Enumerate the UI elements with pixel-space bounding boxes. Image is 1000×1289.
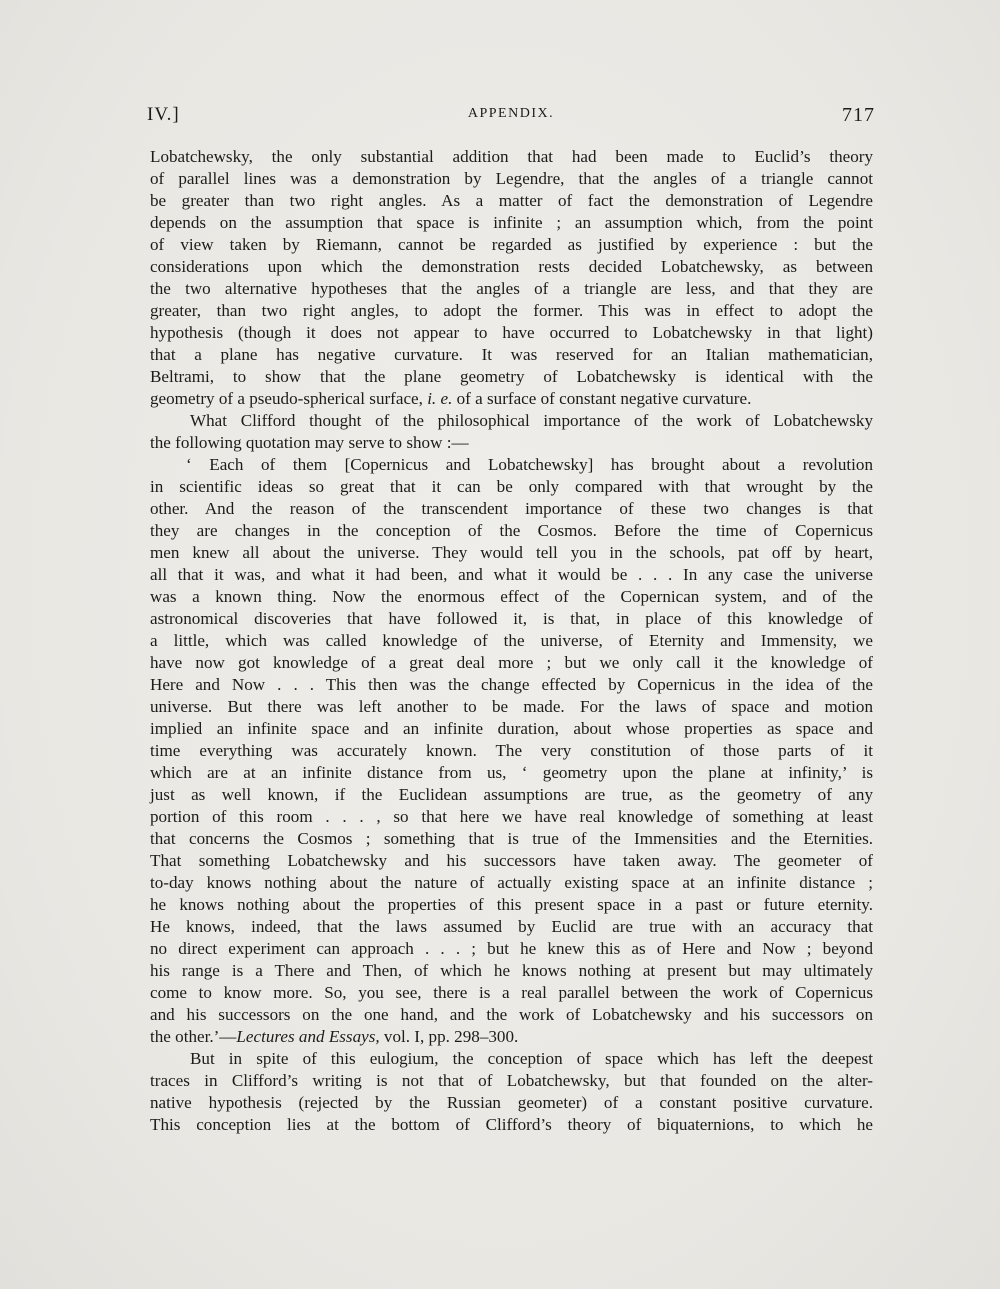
text-line: of view taken by Riemann, cannot be regarded as justified by experience : but the	[150, 235, 873, 254]
text-line: implied an infinite space and an infinite duration, about whose properties as space and	[150, 719, 873, 738]
text-line: that a plane has negative curvature. It was reserved for an Italian mathematician,	[150, 345, 873, 364]
text-segment: geometry of a pseudo-spherical surface,	[150, 389, 428, 408]
running-title: APPENDIX.	[467, 106, 555, 121]
text-line: have now got knowledge of a great deal more ; but we only call it the knowledge of	[150, 653, 873, 672]
text-line: This conception lies at the bottom of Clifford’s theory of biquaternions, to which he	[150, 1115, 873, 1134]
text-line: Lobatchewsky, the only substantial addition that had been made to Euclid’s theory	[150, 147, 873, 166]
italic-abbreviation: i. e.	[427, 389, 453, 408]
text-segment: vol. I, pp. 298–300.	[379, 1027, 519, 1046]
text-line: which are at an infinite distance from us, ‘ geometry upon the plane at infinity,’ is	[150, 763, 873, 782]
text-line: no direct experiment can approach . . . ; but he knew this as of Here and Now ; beyond	[150, 939, 873, 958]
text-line: that concerns the Cosmos ; something that is true of the Immensities and the Eternities.	[150, 829, 873, 848]
paragraph-start-line: What Clifford thought of the philosophical importance of the work of Lobatchewsky	[190, 411, 873, 430]
text-line: in scientific ideas so great that it can be only compared with that wrought by the	[150, 477, 873, 496]
text-line: come to know more. So, you see, there is a real parallel between the work of Copernicus	[150, 983, 873, 1002]
text-line: Beltrami, to show that the plane geometry of Lobatchewsky is identical with the	[150, 367, 873, 386]
text-line: considerations upon which the demonstration rests decided Lobatchewsky, as between	[150, 257, 873, 276]
text-line: all that it was, and what it had been, and what it would be . . . In any case the universe	[150, 565, 873, 584]
running-header	[147, 104, 875, 132]
text-line: native hypothesis (rejected by the Russian geometer) of a constant positive curvature.	[150, 1093, 873, 1112]
text-line: be greater than two right angles. As a matter of fact the demonstration of Legendre	[150, 191, 873, 210]
paragraph-start-line: But in spite of this eulogium, the conception of space which has left the deepest	[190, 1049, 873, 1068]
text-line: the following quotation may serve to show :—	[150, 433, 469, 452]
text-line: That something Lobatchewsky and his successors have taken away. The geometer of	[150, 851, 873, 870]
text-line: they are changes in the conception of the Cosmos. Before the time of Copernicus	[150, 521, 873, 540]
text-line: the two alternative hypotheses that the angles of a triangle are less, and that they are	[150, 279, 873, 298]
text-line: of parallel lines was a demonstration by Legendre, that the angles of a triangle cannot	[150, 169, 873, 188]
text-line: just as well known, if the Euclidean assumptions are true, as the geometry of any	[150, 785, 873, 804]
section-number: IV.]	[147, 104, 180, 125]
text-line: universe. But there was left another to be made. For the laws of space and motion	[150, 697, 873, 716]
text-line	[150, 389, 873, 409]
text-line: to-day knows nothing about the nature of actually existing space at an infinite distance ;	[150, 873, 873, 892]
text-line: time everything was accurately known. The very constitution of those parts of it	[150, 741, 873, 760]
text-line: his range is a There and Then, of which he knows nothing at present but may ultimately	[150, 961, 873, 980]
text-line: depends on the assumption that space is infinite ; an assumption which, from the point	[150, 213, 873, 232]
text-line: men knew all about the universe. They would tell you in the schools, pat off by heart,	[150, 543, 873, 562]
text-line: was a known thing. Now the enormous effect of the Copernican system, and of the	[150, 587, 873, 606]
quotation-start-line: ‘ Each of them [Copernicus and Lobatchewsky] has brought about a revolution	[186, 455, 873, 474]
text-line: portion of this room . . . , so that here we have real knowledge of something at least	[150, 807, 873, 826]
text-line: traces in Clifford’s writing is not that of Lobatchewsky, but that founded on the alter-	[150, 1071, 873, 1090]
text-line: and his successors on the one hand, and the work of Lobatchewsky and his successors on	[150, 1005, 873, 1024]
page-number: 717	[842, 104, 875, 126]
citation-line	[150, 1027, 873, 1047]
text-line: He knows, indeed, that the laws assumed by Euclid are true with an accuracy that	[150, 917, 873, 936]
text-line: astronomical discoveries that have followed it, is that, in place of this knowledge of	[150, 609, 873, 628]
text-line: greater, than two right angles, to adopt the former. This was in effect to adopt the	[150, 301, 873, 320]
text-segment: of a surface of constant negative curvature.	[452, 389, 752, 408]
text-line: other. And the reason of the transcendent importance of these two changes is that	[150, 499, 873, 518]
text-line: hypothesis (though it does not appear to have occurred to Lobatchewsky in that light)	[150, 323, 873, 342]
text-segment: the other.’—	[150, 1027, 237, 1046]
text-line: a little, which was called knowledge of the universe, of Eternity and Immensity, we	[150, 631, 873, 650]
citation-title: Lectures and Essays,	[236, 1027, 380, 1046]
text-line: he knows nothing about the properties of this present space in a past or future eternity.	[150, 895, 873, 914]
text-line: Here and Now . . . This then was the change effected by Copernicus in the idea of the	[150, 675, 873, 694]
